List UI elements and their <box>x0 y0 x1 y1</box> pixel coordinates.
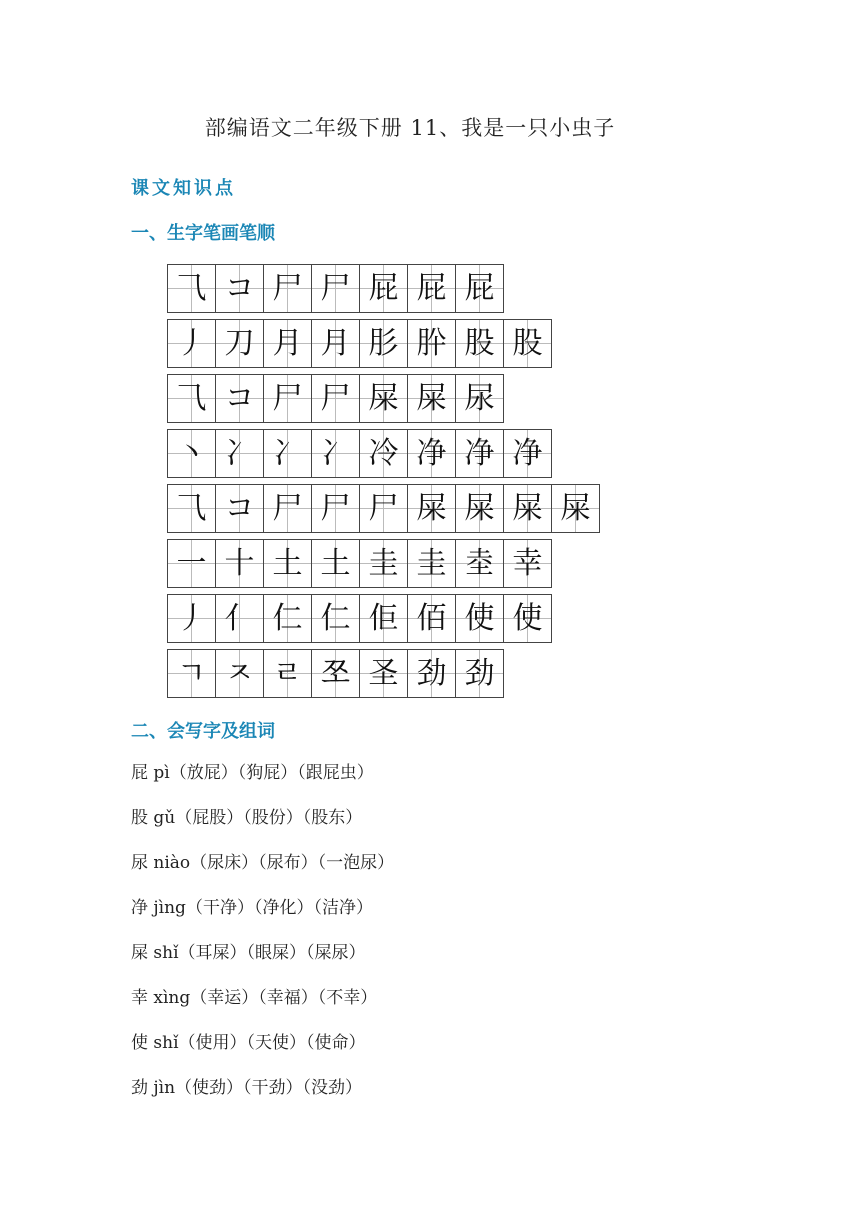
stroke-cell: 刀 <box>215 319 264 368</box>
stroke-grid <box>167 264 599 704</box>
stroke-cell: 土 <box>263 539 312 588</box>
stroke-cell: 坴 <box>455 539 504 588</box>
stroke-cell: ⺄ <box>167 484 216 533</box>
stroke-row <box>167 484 599 533</box>
stroke-cell: 쪼 <box>311 649 360 698</box>
stroke-cell: 尸 <box>359 484 408 533</box>
stroke-cell: 丿 <box>167 319 216 368</box>
stroke-cell: ㄱ <box>167 649 216 698</box>
stroke-cell: 尸 <box>311 374 360 423</box>
stroke-row <box>167 319 599 368</box>
stroke-cell: 屎 <box>407 484 456 533</box>
stroke-cell: 股 <box>455 319 504 368</box>
stroke-cell: 尸 <box>263 374 312 423</box>
stroke-cell: 屁 <box>407 264 456 313</box>
stroke-row <box>167 539 599 588</box>
stroke-cell: コ <box>215 264 264 313</box>
stroke-cell: 佢 <box>359 594 408 643</box>
heading-strokes: 一、生字笔画笔顺 <box>131 223 275 244</box>
stroke-cell: 屎 <box>407 374 456 423</box>
stroke-cell: 肜 <box>359 319 408 368</box>
stroke-cell: 股 <box>503 319 552 368</box>
word-line: 净 jìng（干净）（净化）（洁净） <box>131 898 373 918</box>
stroke-cell: 劲 <box>455 649 504 698</box>
stroke-row <box>167 649 599 698</box>
stroke-cell: 尸 <box>263 264 312 313</box>
stroke-cell: 一 <box>167 539 216 588</box>
stroke-cell: コ <box>215 484 264 533</box>
section-label: 课文知识点 <box>131 178 236 199</box>
word-line: 使 shǐ（使用）（天使）（使命） <box>131 1033 366 1053</box>
stroke-cell: 屁 <box>455 264 504 313</box>
stroke-cell: 尸 <box>263 484 312 533</box>
stroke-cell: 肸 <box>407 319 456 368</box>
stroke-cell: 使 <box>503 594 552 643</box>
stroke-cell: 冫 <box>311 429 360 478</box>
stroke-cell: 圭 <box>407 539 456 588</box>
stroke-cell: 尸 <box>311 264 360 313</box>
stroke-row <box>167 594 599 643</box>
stroke-cell: 劲 <box>407 649 456 698</box>
stroke-cell: 屁 <box>359 264 408 313</box>
stroke-row <box>167 374 599 423</box>
word-line: 尿 niào（尿床）（尿布）（一泡尿） <box>131 853 395 873</box>
stroke-cell: 佰 <box>407 594 456 643</box>
stroke-cell: 使 <box>455 594 504 643</box>
stroke-cell: 丶 <box>167 429 216 478</box>
word-line: 幸 xìng（幸运）（幸福）（不幸） <box>131 988 378 1008</box>
stroke-cell: 圭 <box>359 539 408 588</box>
stroke-cell: 冫 <box>215 429 264 478</box>
stroke-cell: 冷 <box>359 429 408 478</box>
word-line: 劲 jìn（使劲）（干劲）（没劲） <box>131 1078 363 1098</box>
word-line: 屁 pì（放屁）（狗屁）（跟屁虫） <box>131 763 374 783</box>
stroke-cell: 仁 <box>263 594 312 643</box>
stroke-cell: 月 <box>263 319 312 368</box>
stroke-cell: 尸 <box>311 484 360 533</box>
heading-words: 二、会写字及组词 <box>131 721 275 742</box>
page-title: 部编语文二年级下册 11、我是一只小虫子 <box>204 116 616 140</box>
stroke-cell: 十 <box>215 539 264 588</box>
stroke-cell: 土 <box>311 539 360 588</box>
stroke-cell: 屎 <box>359 374 408 423</box>
stroke-cell: 月 <box>311 319 360 368</box>
stroke-cell: 幸 <box>503 539 552 588</box>
stroke-cell: 屎 <box>551 484 600 533</box>
word-list <box>131 760 394 1120</box>
word-line: 屎 shǐ（耳屎）（眼屎）（屎尿） <box>131 943 366 963</box>
stroke-row <box>167 264 599 313</box>
stroke-cell: 圣 <box>359 649 408 698</box>
stroke-cell: 冫 <box>263 429 312 478</box>
stroke-cell: 屎 <box>455 484 504 533</box>
stroke-cell: 净 <box>407 429 456 478</box>
word-line: 股 gǔ（屁股）（股份）（股东） <box>131 808 363 828</box>
stroke-cell: ⺄ <box>167 264 216 313</box>
stroke-cell: 亻 <box>215 594 264 643</box>
stroke-cell: ⺄ <box>167 374 216 423</box>
stroke-cell: 屎 <box>503 484 552 533</box>
stroke-cell: 净 <box>503 429 552 478</box>
stroke-cell: ㄹ <box>263 649 312 698</box>
stroke-cell: 仁 <box>311 594 360 643</box>
stroke-cell: ㅈ <box>215 649 264 698</box>
stroke-cell: コ <box>215 374 264 423</box>
stroke-cell: 净 <box>455 429 504 478</box>
stroke-cell: 尿 <box>455 374 504 423</box>
stroke-row <box>167 429 599 478</box>
stroke-cell: 丿 <box>167 594 216 643</box>
